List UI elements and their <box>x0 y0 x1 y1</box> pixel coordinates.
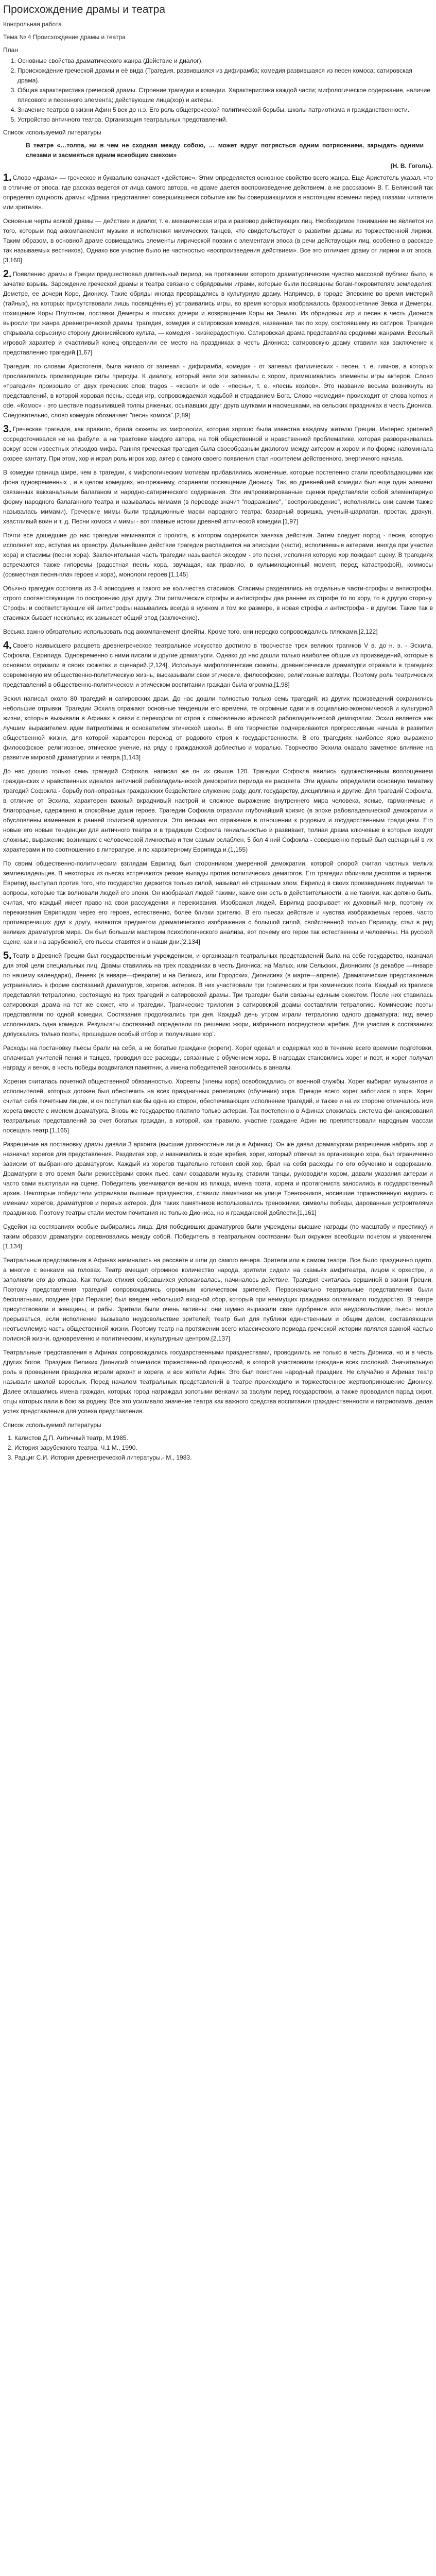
paragraph-text: По своим общественно-политическим взглядам Еврипид был сторонником умеренной демократии, которой опорой считал частных мелких землевладельцев. В некоторых из пьесах встречаются резкие выпады против политических демагогов. Его трагедии обличали деспотов и тиранов. Еврипид выступал против того, что государство держится только силой, называл её страшным злом. Еврипид в своих произведениях поднимал те вопросы, которые так волновали людей его эпохи. Он изображал людей такими, какие они есть в действительности, а не такими, как должно быть, считая, что каждый имеет право на свои рассуждения и переживания. Изображая людей, Еврипид раскрывает их духовный мир, поэтому их переживания Еврипидом через его героев, естественно, более близки зрителю. В его пьесах действие и чувства изображаемых героев, часто противоречащих друг к другу, являются предметом драматического изображения с большой силой, свойственной только Еврипиду, стал в ряд великих драматургов мира. Он был большим мастером психологического анализа, вот почему его герои так естественны и человечны. На русской сцене, как и на зарубежной, его пьесы ставятся и в наши дни.[2,134] <box>3 860 433 945</box>
section-number: 5. <box>3 950 12 961</box>
topic: Тема № 4 Происхождение драмы и театра <box>3 33 126 41</box>
body-paragraph <box>3 1256 433 1344</box>
body-paragraph <box>3 584 433 623</box>
body-paragraph <box>3 767 433 855</box>
paragraph-text: Судейки на состязаниях особые выбирались лица. Для победивших драматургов были учреждены высшие награды (по масштабу и престижу) и таким образом драматурги соревновались между собой. Победитель в театральном состязании был окружен всеобщим почетом и уважением.[1,134] <box>3 1223 433 1250</box>
body-paragraph <box>3 627 433 637</box>
paragraph-text: Эсхил написал около 80 трагедий и сатировских драм. До нас дошли полностью только семь трагедий; из других произведений сохранились небольшие отрывки. Трагедии Эсхила отражают основные тенденции его времени, те огромные сдвиги в социально-экономической и культурной жизни, которые вызывали в Афинах в связи с переходом от строя к становлению афинской рабовладельческой демократии. Эсхил является как лучшим выразителем идеи патриотизма и основателем этической школы. В его творчестве подчеркиваются прогрессивные начала в развитии общественной жизни, для которой характерен переход от родового строя к государственности. В его трагедиях наиболее ярко выражено философское, религиозное, этическое учение, на ряду с гражданской доблестью и моралью. Творчество Эсхила оказало заметное влияние на развитие мировой драматургии и театра.[1,143] <box>3 695 433 761</box>
paragraph-text: В комедии граница шире, чем в трагедии, к мифологическим мотивам прибавлялись жизненные, которые постепенно стали преобладающими как фона одновременных , и в целом комедиях, но-прежнему, сохраняли посвящение Дионису. Так, во древнейшей комедии был еще один элемент связанных вакханальным балаганом и народно-сатирического содержания. Эти импровизированные сценки представляли собой элементарную форму народного балаганного театра и называлась мимами (в переводе значит "подражание", "воспроизведение", исполнялись они самим также называлась мимами). Греческие мимы были традиционные маски народного театра: базарный воришка, ученый-шарлатан, простак, драчун, хвастливый воин и т. д. Песни комоса и мимы - вот главные истоки древней аттической комедии.[1,97] <box>3 469 433 525</box>
body-text <box>3 173 433 1416</box>
paragraph-text: Расходы на постановку пьесы брали на себя, а не богатые граждане (хореги). Хорег одевал и содержал хор в течение всего времени подготовки, оплачивал учителей пения и танцев, проводил все расходы, связанные с обучением хора. В наградах становились хорег и поэт, и хорег получал награду и венок, в честь победы воздвигался памятник, а имена победителей заносились в анналы. <box>3 1044 433 1071</box>
body-paragraph <box>3 641 433 690</box>
plan-label: План <box>3 46 18 54</box>
paragraph-text: До нас дошло только семь трагедий Софокла, написал же он их свыше 120. Трагедии Софокла явились художественным воплощением гражданских и нравственных идеалов античной рабовладельческой демократии периода ее расцвета. Эти идеалы определили основную тематику трагедий Софокла - борьбу полноправных гражданских бездействие служение роду, долг, государству, дисциплина и другие. Для трагедий Софокла, в отличие от Эсхила, характерен важный вкрадчивый настрой и сложное выражение внутреннего мира человека, ясные, гармоничные и благородные, сдержанно и спокойные души героев. Трагедии Софокла отразили глубочайший кризис (в эпохе рабовладельческой демократии и обусловлены изменения в ранней полисной идеологии, Это весьма его отражение в отношении к родовым и государственным традициям. Его новые его новые тенденции для античного театра и в традиции Софокла гениальностью и развивает, полная драма ключевые в которые входят сложные, выражение возникших с человеческой личностью и тем самым ослаблен, 5 бол 4 ний Софокла - совершенно первый был сценарный в их характерами и по соотношению в литературе, и по характерному Еврипида и.(1,155) <box>3 768 433 853</box>
paragraph-text: Трагедия, по словам Аристотеля, была начато от запевал - дифирамба, комедия - от запевал фаллических - песен, т. е. гимнов, в которых прославлялись производящие силы природы. К диалогу, который вели эти запевалы с хором, примешивались элементы игры актеров. Слово «трагедия» произошло от двух греческих слов: tragos - «козел» и ode - «песнь», т. е. «песнь козлов». Это название весьма возникнуть из представлений, в которой хоровая песнь, среди игр, сопровождаемая ходьбой и страданием Бога. Слово «комедия» происходит от слова komos и ode. «Комос» - это шествие подвыпившей толпы ряженых, осыпавших друг друга шутками и насмешками, на сельских праздниках в честь Диониса. Следовательно, слово комедия обозначает "песнь комоса".[2,89] <box>3 363 433 419</box>
paragraph-text: Появлению драмы в Греции предшествовал длительный период, на протяжении которого драматургическое чувство массовой публики было, в зачатке взрывь. Зарождение греческой драмы и театра связано с обрядовыми играми, которые были посвящены богам-покровителям земледелия: Деметре, ее дочери Коре, Дионису. Такие обряды иногда превращались в культурную драму. Например, в городе Элевсине во время мистерий (тайных), на которых присутствовали лишь посвящённые) устраивались игры, во время которых изображалось бракосочетание Зевса и Деметры, похищение Коры Плутоном, поставки Деметры в поисках дочери и возвращение Коры на Землю. Из обрядовых игр и песен в честь Диониса выросли три жанра древнегреческой драмы: трагедия, комедия и сатировская комедия, названная так по хору, состоявшему из сатиров. Трагедия открывала серьезную сторону дионисийского культа, — комедия - жизнерадостную. Сатировская драма представляла средними жанрами. Веселый игровой характер и счастливый конец определили ее место на праздниках в честь Диониса: сатировскую драму ставили как заключение к представлению трагедий.[1,67] <box>3 270 433 356</box>
body-paragraph <box>3 1222 433 1251</box>
body-paragraph <box>3 362 433 420</box>
page-title: Происхождение драмы и театра <box>3 4 166 15</box>
plan-item: 4. Значение театров в жизни Афин 5 век до н.э. Его роль общегреческой политической борьбы, школы патриотизма и гражданственности. <box>18 105 433 115</box>
reference-item: 1. Калистов Д.П. Античный театр, М.1985. <box>14 1433 433 1443</box>
paragraph-text: Слово «драма» — греческое и буквально означает «действие». Этим определяется основное свойство всего жанра. Еще Аристотель указал, что в отличие от эпоса, где рассказ ведется от лица самого автора, «в драме дается воспроизведение действием, а не рассказом» В. Г. Белинский так определял сущность драмы: «Драма представляет совершившееся событие как бы совершающимся в настоящем времени перед глазами читателя или зрителя». <box>3 174 433 211</box>
references-list <box>3 1433 433 1463</box>
section-number: 4. <box>3 640 12 651</box>
refs-label: Список используемой литературы <box>3 1421 101 1429</box>
paragraph-text: Своего наивысшего расцвета древнегреческое театральное искусство достигло в творчестве трех великих трагиков V в. до н. э. - Эсхила, Софокла, Еврипида. Одновременно с ними писали и другие драматурги. Однако до нас дошли только наиболее общие из произведений, которые в основном отразили в своих сюжетах и сценарий.[2,124]. Используя мифологические сюжеты, древнегреческие драматурги отражали в трагедиях современную им общественно-политическую жизнь, высказывали свои этические, философские, религиозные взгляды. Поэтому роль театрических представлений в общественно-политическом и этическом воспитании граждан была огромна.[1,98] <box>3 642 433 688</box>
paragraph-text: Хорегия считалась почетной общественной обязанностью. Хоревты (члены хора) освобождались от военной службы. Хорег выбирал музыкантов и исполнителей, которых должен был обеспечить на всех праздничных репетициях (обучения) хора. Прежде всего хорег заботился о хоре. Хорег считал себя почетным лицом, и он поступал как бы одна из сторон, обеспечивающих исполнение трагедий, и также и на их стороне отмечалось имя хорега вместе с именем драматурга. Вновь же государство платило только актерам. Так постепенно в Афинах сложилась система финансирования театральных представлений за счет богатых граждан, в которой, как правило, участие граждане Афин не препятствовали народным массам посещать театр.[1,165] <box>3 1078 433 1134</box>
body-paragraph <box>3 468 433 527</box>
reference-item: 3. Радциг С.И. История древнегреческой литературы.- М., 1983. <box>14 1453 433 1463</box>
paragraph-text: Театр в Древней Греции был государственным учреждением, и организация театральных представлений была на себе государство, назначая для этой цели специальных лиц. Драмы ставились на трех праздниках в честь Диониса: на Малых, или Сельских, Дионисиях (в декабре —январе по нашему календарю), Ленеях (в январе—феврале) и на Великих, или Городских, Дионисиях (в марте—апреле). Драматические представления устраивались в форме состязаний драматургов, хорегов, актеров. В них участвовали три трагических и три комических поэта. Каждый из трагиков представлял тетралогию, состоящую из трех трагедий и сатировской драмы. Три трагедии были связаны единым сюжетом. После них ставилась сатировская драма на тот же сюжет, что и трагедии. Трагические трилогии в сатировской драмы составляли тетралогию. Комические поэты представляли по одной комедии. Состязания продолжались три дня. Каждый день утром играли тетралогию одного драматурга; под вечер исполнялась одна комедия. Результаты состязаний определяли по решению жюри, избранного посредством жребия. Для участия в состязаниях допускались только поэты, прошедшие особый отбор и 'получившие хор'. <box>3 952 433 1038</box>
epigraph-author: (Н. В. Гоголь). <box>390 162 433 170</box>
paragraph-text: Разрешение на постановку драмы давали 3 архонта (высшие должностные лица в Афинах). Он же давал драматургам разрешение набрать хор и назначал хорегов для представления. Раздвигая хор, и назначались в ходе жребия, хорег, который отвечал за организацию хора, был ограниченно зависим от выбранного драматургом. Каждый из хорегов тщательно готовил свой хор, брал на себя расходы по его обучению и содержанию. Драматурги в это время были режиссёрами своих пьес, сами создавали музыку, ставили танцы, руководили хором, давали указания актерам и часто сами выступали на сцене. Победитель увенчивался венком из плюща, имена поэта, хорега и протагониста заносились в государственный архив. Некоторые победители устраивали пышные празднества, ставили памятники на улице Треножников, носившие торжественную надпись с именами хорегов, драматургов и первых актеров. Для таких памятников использовались треножники, символы победы, дарованные устроителями праздников. Поэтому театры стали местом почитания не только Диониса, но и гражданской доблести.[1,161] <box>3 1141 433 1216</box>
biblio-label: Список используемой литературы <box>3 129 101 136</box>
doc-type: Контрольная работа <box>3 21 62 28</box>
section-number: 3. <box>3 423 12 435</box>
body-paragraph <box>3 951 433 1039</box>
body-paragraph <box>3 859 433 947</box>
section-number: 2. <box>3 268 12 280</box>
body-paragraph <box>3 694 433 762</box>
paragraph-text: Театральные представления в Афинах начинались на рассвете и шли до самого вечера. Зрители или в самом театре. Все было празднично одето, а многие с венками на головах. Театр вмещал огромное количество народа, зрители сидели на скамьях амфитеатра, лицом к орхестре, и заполняли его до отказа. Как только стихия собравшихся успокаивалась, начиналось действие. Трагедия считалась вершиной в жизни Греции. Поэтому представления трагедий сопровождались огромным количеством зрителей. Первоначально театральные представления были бесплатными, позднее (при Перикле) был введен небольшой входной сбор, который при неимущих гражданах оплачивало государство. В театре присутствовали и женщины, и рабы. Зрители были очень активны: они шумно выражали свое одобрение или неудовольствие, пьесы могли прерываться, если исполнение вызывало неудовольствие зрителей; театр был для публики единственным и общим делом, составляющим неотъемлемую часть общественной жизни. Поэтому театр на протяжении всего классического периода греческой истории являлся важной частью полисной жизни, одновременно и политическим, и культурным центром.[2,137] <box>3 1257 433 1342</box>
body-paragraph <box>3 269 433 358</box>
reference-item: 2. История зарубежного театра, Ч.1 М., 1990. <box>14 1443 433 1453</box>
body-paragraph <box>3 1140 433 1218</box>
paragraph-text: Почти все дошедшие до нас трагедии начинаются с пролога, в котором содержится завязка действия. Затем следует пород - песня, которую исполняет хор, вступая на орхестру. Дальнейшее действие трагедии распадается на эписодии (части), исполняемые актерами, иногда при участии хора) и стасимы (песни хора). Заключительная часть трагедии называется эксодом - это песня, исполняя которую хор покидает сцену. В трагедиях встречаются также гипоремы (радостная песнь хора, звучащая, как правило, в кульминационный момент, перед катастрофой), коммосы (совместная песня-плач героев и хора), монологи героев.[1,145] <box>3 532 433 578</box>
plan-item: 2. Происхождение греческой драмы и её вида (Трагедия, развившаяся из дифирамба; комедия развившаяся из песен комоса; сатировская драма). <box>18 66 433 86</box>
paragraph-text: Обычно трагедия состояла из 3-4 эписодиев и такого же количества стасимов. Стасимы разделялись на отдельные части-строфы и антистрофы, строго соответствующие по построению друг другу. Эти ритмические строфы и антистрофы два раннее из строфе то по хору, то в другую сторону. Строфы и соответствующие ей антистрофы назывались всегда в нужном и том же размере, в новая строфа и антистрофа - в другом. Такие так в стасимах бывает несколько; их замыкает общий эпод (заключение). <box>3 585 433 621</box>
paragraph-text: Театральные представления в Афинах сопровождались государственными празднествами, проводились не только в честь Диониса, но и в честь других богов. Праздник Великих Дионисий отмечался торжественной процессией, в которой участвовали граждане всех сословий. Значительную роль в проведении праздника играли архонт и хореги, и все жители Афин. Это был поистине народный праздник. Не случайно в Афинах театр называли школой взрослых. Перед началом театральных представлений в театре происходило и торжественное жертвоприношение Дионису. Далее оглашались имена граждан, которых город награждал золотыми венками за заслуги перед государством, а также проводился парад сирот, отцы которых пали в бою за родину. Все это усиливало значение театра как важного средства воспитания гражданственности и патриотизма, делая успех представления для успеха представления. <box>3 1349 433 1415</box>
body-paragraph <box>3 1348 433 1416</box>
body-paragraph <box>3 425 433 464</box>
body-paragraph <box>3 1043 433 1073</box>
plan-list <box>3 56 433 125</box>
plan-item: 5. Устройство античного театра. Организация театральных представлений. <box>18 115 433 125</box>
paragraph-text: Основные черты всякой драмы — действие и диалог, т. е. механическая игра и разговор действующих лиц. Необходимое понимание не является ни того, которым под аккомпанемент музыки и исполнения мимических танцев, что свидетельствует о развитии драмы из торжественной лирики. Таким образом, в основной драме совмещались элементы лирической поэзии с элементами эпоса (в речи действующих лиц, особенно в рассказе так называемых вестников). Однако все участие было не частностью «воспроизведения действием». Все это отличает драму от лирики и от эпоса.[3,160] <box>3 217 433 264</box>
paragraph-text: Греческая трагедия, как правило, брала сюжеты из мифологии, которая хорошо была известна каждому жителю Греции. Интерес зрителей сосредоточивался не на фабуле, а на трактовке каждого автора, на той общественной и нравственной проблематике, которая разворачивалась вокруг всем известных эпизодов мифа. Ранняя греческая трагедия была своеобразным диалогом между актером и хором и по форме напоминала скорее кантату. При этом, хор и играл роль игрок хор, актер с самого своего появления стал носителем действенного, энергичного начала. <box>3 426 433 462</box>
body-paragraph <box>3 1077 433 1136</box>
plan-item: 3. Общая характеристика греческой драмы. Строение трагедии и комедии. Характеристика каждой части; мифологическое содержание, наличие плясового и песенного элемента; действующие лица(хор) и актёры. <box>18 86 433 105</box>
body-paragraph <box>3 173 433 212</box>
plan-item: 1. Основные свойства драматического жанра (Действие и диалог). <box>18 56 433 66</box>
epigraph: В театре «…толпа, ни в чем не сходная между собою, … может вдруг потрясться одним потрясением, зарыдать одними слезами и засмеяться одним всеобщим смехом» <box>26 142 424 159</box>
body-paragraph <box>3 531 433 580</box>
paragraph-text: Весьма важно обязательно использовать под аккомпанемент флейты. Кроме того, они нередко сопровождались плясками.[2,122] <box>3 628 378 635</box>
section-number: 1. <box>3 172 12 183</box>
body-paragraph <box>3 216 433 265</box>
